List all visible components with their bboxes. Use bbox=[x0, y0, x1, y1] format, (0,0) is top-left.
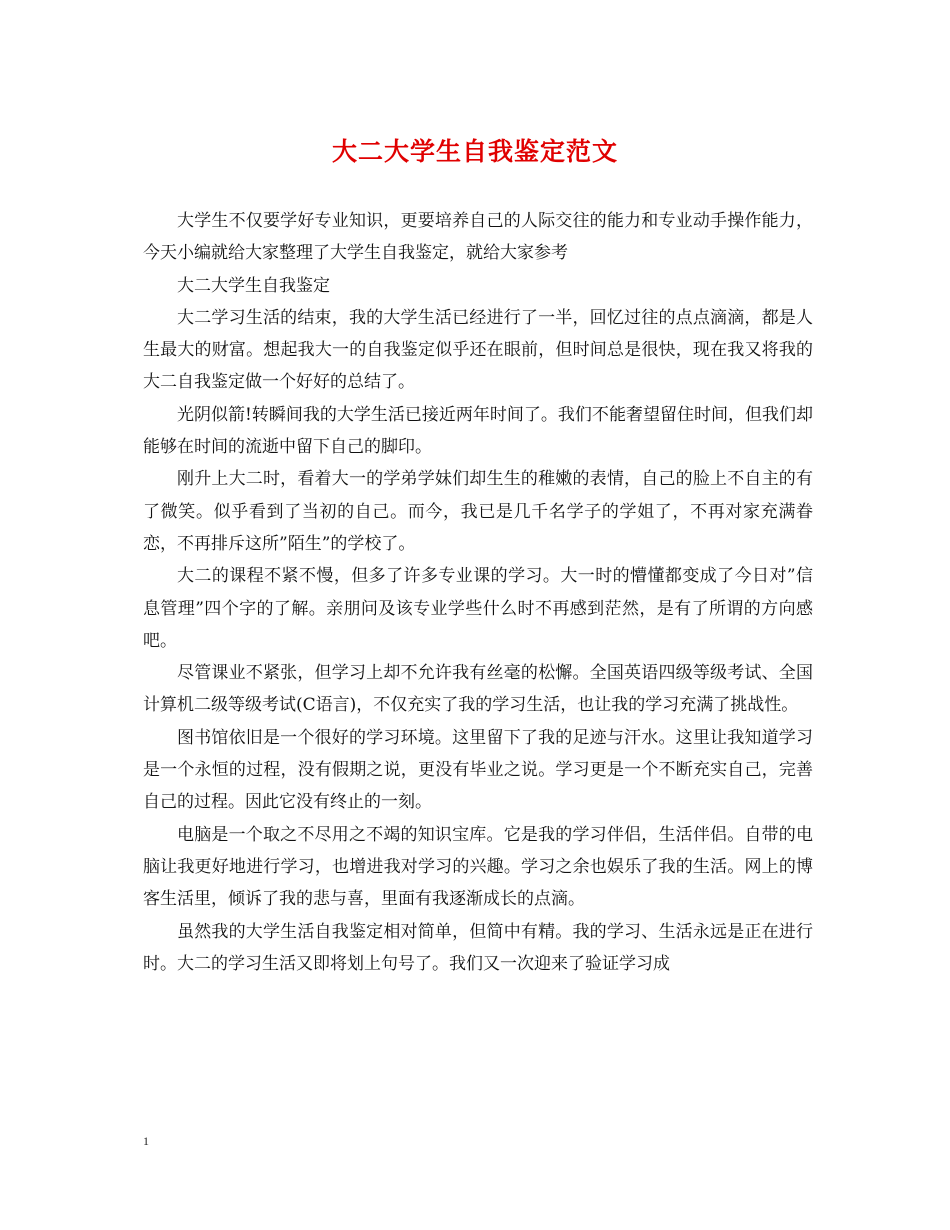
page-number: 1 bbox=[143, 1134, 149, 1148]
document-title: 大二大学生自我鉴定范文 bbox=[331, 137, 618, 166]
paragraph: 图书馆依旧是一个很好的学习环境。这里留下了我的足迹与汗水。这里让我知道学习是一个永恒的过程，没有假期之说，更没有毕业之说。学习更是一个不断充实自己，完善自己的过程。因此它没有终止的一刻。 bbox=[143, 727, 813, 813]
paragraph: 虽然我的大学生活自我鉴定相对简单，但简中有精。我的学习、生活永远是正在进行时。大二的学习生活又即将划上句号了。我们又一次迎来了验证学习成 bbox=[143, 921, 813, 974]
paragraph: 尽管课业不紧张，但学习上却不允许我有丝毫的松懈。全国英语四级等级考试、全国计算机二级等级考试(C语言)，不仅充实了我的学习生活，也让我的学习充满了挑战性。 bbox=[143, 663, 813, 716]
paragraph: 大二的课程不紧不慢，但多了许多专业课的学习。大一时的懵懂都变成了今日对”信息管理”四个字的了解。亲朋问及该专业学些什么时不再感到茫然，是有了所谓的方向感吧。 bbox=[143, 566, 813, 651]
paragraph-intro: 大学生不仅要学好专业知识，更要培养自己的人际交往的能力和专业动手操作能力，今天小编就给大家整理了大学生自我鉴定，就给大家参考 bbox=[143, 211, 813, 264]
paragraph: 光阴似箭!转瞬间我的大学生活已接近两年时间了。我们不能奢望留住时间，但我们却能够在时间的流逝中留下自己的脚印。 bbox=[143, 404, 813, 458]
document-body bbox=[143, 205, 813, 980]
section-heading: 大二大学生自我鉴定 bbox=[177, 275, 330, 296]
paragraph: 大二学习生活的结束，我的大学生活已经进行了一半，回忆过往的点点滴滴，都是人生最大的财富。想起我大一的自我鉴定似乎还在眼前，但时间总是很快，现在我又将我的大二自我鉴定做一个好好的总结了。 bbox=[143, 307, 813, 393]
paragraph: 电脑是一个取之不尽用之不竭的知识宝库。它是我的学习伴侣，生活伴侣。自带的电脑让我更好地进行学习，也增进我对学习的兴趣。学习之余也娱乐了我的生活。网上的博客生活里，倾诉了我的悲与喜，里面有我逐渐成长的点滴。 bbox=[143, 824, 813, 910]
paragraph: 刚升上大二时，看着大一的学弟学妹们却生生的稚嫩的表情，自己的脸上不自主的有了微笑。似乎看到了当初的自己。而今，我已是几千名学子的学姐了，不再对家充满眷恋，不再排斥这所”陌生”的学校了。 bbox=[143, 469, 813, 554]
